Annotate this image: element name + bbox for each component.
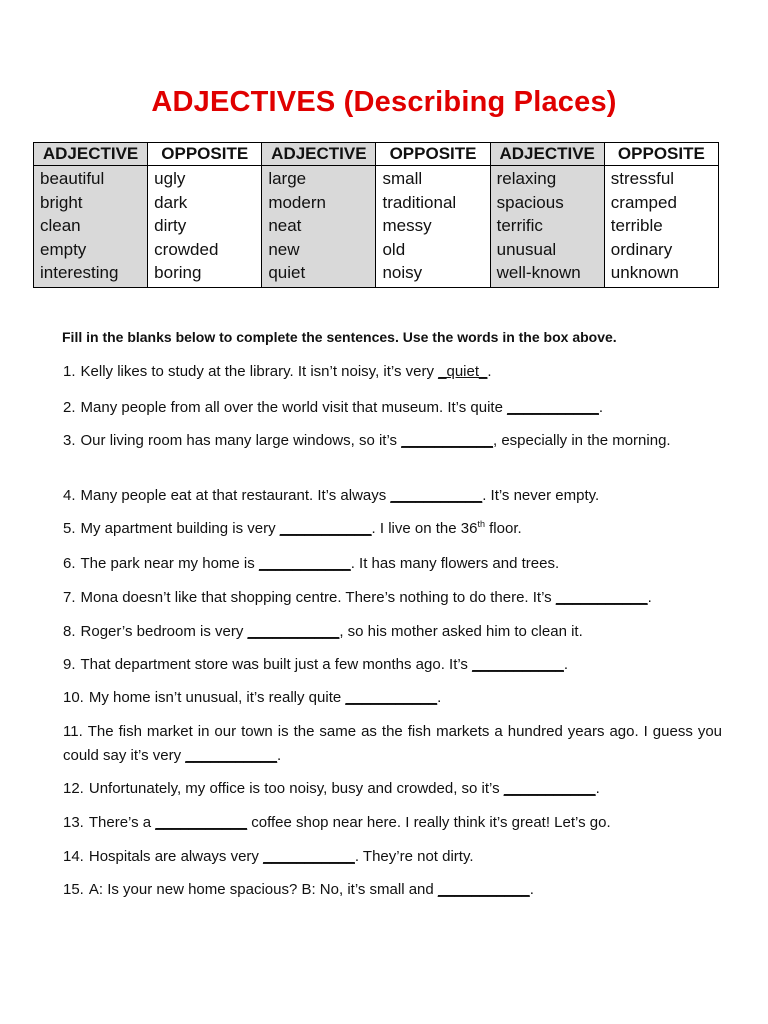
- sentence-number: 13.: [63, 814, 84, 831]
- sentence-text: floor.: [484, 520, 522, 537]
- sentence-number: 5.: [63, 520, 76, 537]
- sentence-text: Kelly likes to study at the library. It isn’t noisy, it’s very: [80, 363, 434, 380]
- table-word: dark: [154, 192, 188, 212]
- answer-blank[interactable]: ___________: [401, 432, 493, 449]
- sentence-text: Roger’s bedroom is very: [80, 623, 244, 640]
- sentence-text: .: [437, 689, 442, 706]
- sentence-item: [63, 811, 722, 835]
- page-title: ADJECTIVES (Describing Places): [151, 86, 617, 118]
- table-word: terrible: [610, 216, 663, 236]
- table-word: quiet: [268, 263, 306, 283]
- table-word: noisy: [382, 263, 423, 283]
- table-word: messy: [382, 216, 432, 236]
- sentence-text: Many people from all over the world visit that museum. It’s quite: [80, 399, 503, 416]
- table-word: small: [382, 169, 423, 188]
- sentence-text: .: [595, 780, 600, 797]
- sentence-number: 1.: [63, 363, 76, 380]
- answer-blank[interactable]: ___________: [507, 399, 599, 416]
- opposite-column: [148, 166, 262, 288]
- sentence-text: My apartment building is very: [80, 520, 276, 537]
- column-header-opposite: OPPOSITE: [148, 143, 262, 166]
- sentence-text: .: [647, 589, 652, 606]
- table-body-row: [34, 166, 719, 288]
- sentence-number: 7.: [63, 589, 76, 606]
- table-word: unknown: [610, 263, 679, 283]
- sentence-number: 6.: [63, 555, 76, 572]
- table-word: old: [382, 239, 406, 259]
- answer-blank[interactable]: ___________: [345, 689, 438, 706]
- sentence-number: 12.: [63, 780, 84, 797]
- answer-blank[interactable]: _quiet_: [438, 363, 488, 380]
- sentence-item: [63, 484, 722, 508]
- table-word: well-known: [496, 263, 581, 283]
- table-word: spacious: [496, 192, 564, 212]
- table-word: cramped: [610, 192, 677, 212]
- column-header-adjective: ADJECTIVE: [262, 143, 376, 166]
- column-header-adjective: ADJECTIVE: [490, 143, 604, 166]
- column-header-adjective: ADJECTIVE: [34, 143, 148, 166]
- sentence-text: Mona doesn’t like that shopping centre. There’s nothing to do there. It’s: [80, 589, 552, 606]
- sentence-item: [63, 720, 722, 768]
- sentence-number: 2.: [63, 399, 76, 416]
- answer-blank[interactable]: ___________: [503, 780, 596, 797]
- sentence-text: The fish market in our town is the same as the fish markets a hundred years ago. I guess you could say it’s very: [63, 723, 722, 764]
- table-word: large: [268, 169, 307, 188]
- table-word: unusual: [496, 239, 557, 259]
- sentence-text: Our living room has many large windows, so it’s: [80, 432, 398, 449]
- table-word: ordinary: [610, 239, 673, 259]
- sentence-text: .: [529, 881, 534, 898]
- sentence-text: . They’re not dirty.: [354, 848, 474, 865]
- sentence-text: . It has many flowers and trees.: [350, 555, 560, 572]
- column-header-opposite: OPPOSITE: [604, 143, 718, 166]
- sentence-item: [63, 845, 722, 869]
- sentence-item: [63, 620, 722, 644]
- sentence-item: [63, 429, 722, 453]
- sentence-number: 15.: [63, 881, 84, 898]
- answer-blank[interactable]: ___________: [155, 814, 248, 831]
- answer-blank[interactable]: ___________: [437, 881, 530, 898]
- table-word: clean: [40, 216, 81, 236]
- sentence-text: , so his mother asked him to clean it.: [339, 623, 583, 640]
- table-word: interesting: [40, 263, 119, 283]
- answer-blank[interactable]: ___________: [185, 747, 278, 764]
- answer-blank[interactable]: ___________: [279, 520, 372, 537]
- table-word: ugly: [154, 169, 186, 188]
- sentence-item: [63, 552, 722, 576]
- sentence-number: 3.: [63, 432, 76, 449]
- table-word: modern: [268, 192, 326, 212]
- sentence-text: .: [598, 399, 604, 416]
- sentence-item: [63, 396, 722, 420]
- column-header-opposite: OPPOSITE: [376, 143, 490, 166]
- sentence-item: [63, 686, 722, 710]
- sentence-item: [63, 517, 722, 541]
- answer-blank[interactable]: ___________: [472, 656, 564, 673]
- sentence-text: . It’s never empty.: [482, 487, 600, 504]
- sentence-text: .: [563, 656, 569, 673]
- sentence-text: coffee shop near here. I really think it’s great! Let’s go.: [247, 814, 611, 831]
- table-word: neat: [268, 216, 302, 236]
- answer-blank[interactable]: ___________: [555, 589, 648, 606]
- opposite-column: [604, 166, 718, 288]
- sentence-text: My home isn’t unusual, it’s really quite: [88, 689, 342, 706]
- table-word: terrific: [496, 216, 543, 236]
- table-header-row: [34, 143, 719, 166]
- sentence-text: .: [277, 747, 282, 764]
- sentence-item: [63, 653, 722, 677]
- adjective-column: [490, 166, 604, 288]
- table-word: relaxing: [496, 169, 557, 188]
- table-word: boring: [154, 263, 202, 283]
- vocabulary-table: [33, 142, 719, 288]
- instructions: Fill in the blanks below to complete the sentences. Use the words in the box above.: [62, 329, 617, 345]
- sentence-text: Unfortunately, my office is too noisy, busy and crowded, so it’s: [88, 780, 500, 797]
- sentence-item: [63, 586, 722, 610]
- sentence-text: A: Is your new home spacious? B: No, it’s small and: [88, 881, 434, 898]
- table-word: crowded: [154, 239, 219, 259]
- answer-blank[interactable]: ___________: [258, 555, 351, 572]
- sentence-item: [63, 360, 722, 384]
- sentence-text: The park near my home is: [80, 555, 255, 572]
- sentence-text: Many people eat at that restaurant. It’s always: [80, 487, 387, 504]
- sentence-text: .: [487, 363, 492, 380]
- table-word: dirty: [154, 216, 187, 236]
- opposite-column: [376, 166, 490, 288]
- sentence-text: , especially in the morning.: [492, 432, 671, 449]
- table-word: beautiful: [40, 169, 105, 188]
- sentence-text: Hospitals are always very: [88, 848, 259, 865]
- sentence-item: [63, 777, 722, 801]
- table-word: traditional: [382, 192, 457, 212]
- table-word: new: [268, 239, 300, 259]
- sentence-text: . I live on the 36: [371, 520, 478, 537]
- adjective-column: [262, 166, 376, 288]
- sentence-number: 8.: [63, 623, 76, 640]
- answer-blank[interactable]: ___________: [247, 623, 340, 640]
- sentence-number: 4.: [63, 487, 76, 504]
- table-word: stressful: [610, 169, 675, 188]
- answer-blank[interactable]: ___________: [263, 848, 355, 865]
- table-word: bright: [40, 192, 83, 212]
- sentence-number: 10.: [63, 689, 84, 706]
- sentence-number: 11.: [63, 723, 83, 740]
- sentence-text: That department store was built just a few months ago. It’s: [80, 656, 468, 673]
- table-word: empty: [40, 239, 87, 259]
- sentence-number: 14.: [63, 848, 84, 865]
- answer-blank[interactable]: ___________: [390, 487, 483, 504]
- adjective-column: [34, 166, 148, 288]
- sentence-item: [63, 878, 722, 902]
- sentence-text: There’s a: [88, 814, 152, 831]
- ordinal-suffix: th: [477, 519, 485, 529]
- sentence-number: 9.: [63, 656, 76, 673]
